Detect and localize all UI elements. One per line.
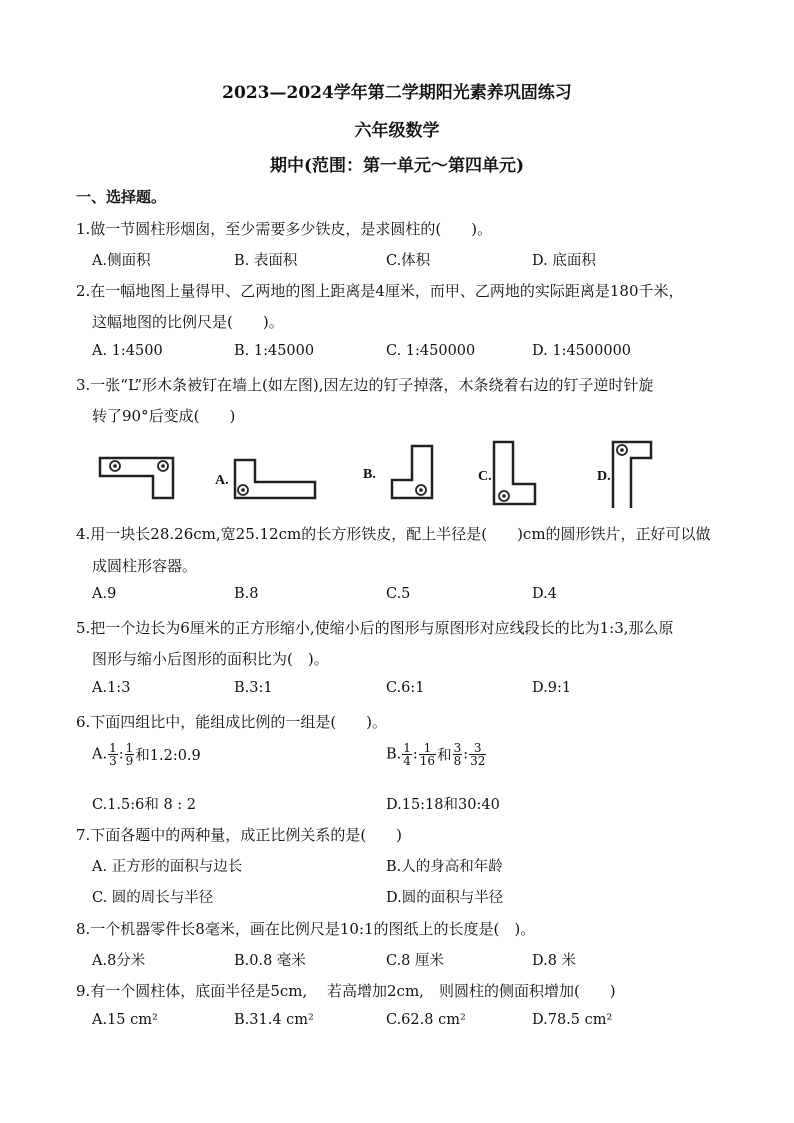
q1-option-d: D. 底面积 [532, 253, 596, 269]
q5-option-c: C.6:1 [386, 680, 425, 696]
question-3-stem-line2: 转了90°后变成( ) [92, 407, 236, 425]
figure-label-c: C. [478, 469, 492, 484]
q1-option-c: C.体积 [386, 253, 431, 269]
figure-label-d: D. [597, 469, 611, 484]
q9-option-d: D.78.5 cm² [532, 1012, 613, 1028]
q7-option-b: B.人的身高和年龄 [386, 859, 503, 875]
question-7-stem: 7.下面各题中的两种量，成正比例关系的是( ) [76, 826, 403, 844]
q8-option-b: B.0.8 毫米 [234, 953, 306, 969]
q4-option-b: B.8 [234, 586, 259, 602]
q7-option-d: D.圆的面积与半径 [386, 890, 504, 906]
q1-option-a: A.侧面积 [92, 253, 151, 269]
section-heading: 一、选择题。 [76, 188, 167, 206]
q2-option-c: C. 1:450000 [386, 343, 476, 359]
q4-option-a: A.9 [92, 586, 117, 602]
q5-option-b: B.3:1 [234, 680, 273, 696]
q2-option-a: A. 1:4500 [92, 343, 163, 359]
q9-option-c: C.62.8 cm² [386, 1012, 466, 1028]
question-8-stem: 8.一个机器零件长8毫米，画在比例尺是10:1的图纸上的长度是( )。 [76, 920, 536, 938]
question-9-stem: 9.有一个圆柱体，底面半径是5cm, 若高增加2cm, 则圆柱的侧面积增加( ) [76, 982, 616, 1000]
l-shape-figures [95, 438, 675, 508]
q4-option-c: C.5 [386, 586, 411, 602]
q8-option-c: C.8 厘米 [386, 953, 445, 969]
q2-option-b: B. 1:45000 [234, 343, 315, 359]
q6-option-c: C.1.5:6和 8 : 2 [92, 797, 197, 813]
q5-option-a: A.1:3 [92, 680, 131, 696]
question-2-stem-line1: 2.在一幅地图上量得甲、乙两地的图上距离是4厘米，而甲、乙两地的实际距离是180千米， [76, 282, 684, 300]
q9-option-a: A.15 cm² [92, 1012, 158, 1028]
question-4-stem-line2: 成圆柱形容器。 [92, 557, 198, 575]
question-6-stem: 6.下面四组比中，能组成比例的一组是( )。 [76, 713, 388, 731]
exam-range: 期中(范围：第一单元～第四单元) [269, 156, 525, 176]
q6-option-a: A. $\frac{1}{3}$ : $\frac{1}{9}$ 和1.2:0.9 [92, 741, 201, 768]
q8-option-d: D.8 米 [532, 953, 577, 969]
question-3-stem-line1: 3.一张“L”形木条被钉在墙上(如左图),因左边的钉子掉落，木条绕着右边的钉子逆时针旋 [76, 376, 654, 394]
q7-option-c: C. 圆的周长与半径 [92, 890, 214, 906]
question-5-stem-line2: 图形与缩小后图形的面积比为( )。 [92, 650, 329, 668]
q7-option-a: A. 正方形的面积与边长 [92, 859, 243, 875]
q6-option-b: B. $\frac{1}{4}$ : $\frac{1}{16}$ 和 $\frac{3}{8}$ : $\frac{3}{32}$ [386, 741, 486, 768]
question-4-stem-line1: 4.用一块长28.26cm,宽25.12cm的长方形铁皮，配上半径是( )cm的圆形铁片，正好可以做 [76, 525, 711, 543]
page-title: 2023—2024学年第二学期阳光素养巩固练习 [222, 83, 572, 103]
q4-option-d: D.4 [532, 586, 557, 602]
question-1-stem: 1.做一节圆柱形烟囱，至少需要多少铁皮，是求圆柱的( )。 [76, 220, 493, 238]
q6-option-d: D.15:18和30:40 [386, 797, 500, 813]
figure-label-a: A. [215, 473, 229, 488]
q9-option-b: B.31.4 cm² [234, 1012, 314, 1028]
q8-option-a: A.8分米 [92, 953, 146, 969]
question-2-stem-line2: 这幅地图的比例尺是( )。 [92, 313, 284, 331]
figure-label-b: B. [363, 467, 376, 482]
question-5-stem-line1: 5.把一个边长为6厘米的正方形缩小,使缩小后的图形与原图形对应线段长的比为1:3,那么原 [76, 619, 674, 637]
q5-option-d: D.9:1 [532, 680, 572, 696]
page-subtitle: 六年级数学 [354, 121, 440, 141]
q2-option-d: D. 1:4500000 [532, 343, 632, 359]
q1-option-b: B. 表面积 [234, 253, 298, 269]
